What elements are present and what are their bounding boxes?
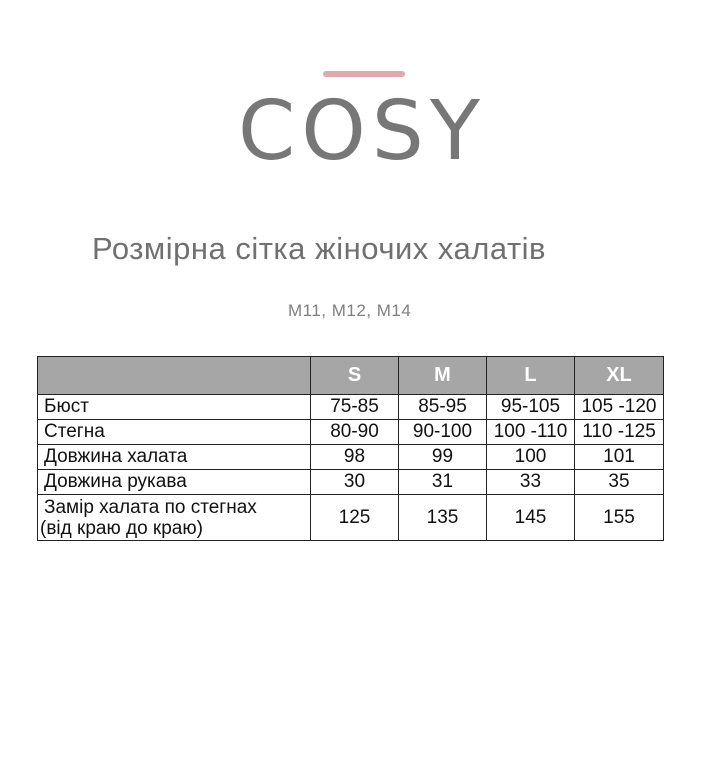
table-cell: 99: [399, 445, 487, 470]
brand-logo: COSY: [238, 84, 486, 179]
table-cell: 155: [575, 495, 664, 541]
table-header-row: [38, 357, 664, 395]
size-chart-table: [37, 356, 664, 541]
table-cell: 135: [399, 495, 487, 541]
model-codes: М11, М12, М14: [288, 301, 412, 320]
header-size-m: M: [399, 357, 487, 395]
row-label-sleeve-length: Довжина рукава: [38, 470, 311, 495]
row-label-hip-measurement: [38, 495, 311, 541]
logo-accent-bar: [323, 71, 405, 77]
table-cell: 90-100: [399, 420, 487, 445]
header-size-l: L: [487, 357, 575, 395]
table-cell: 75-85: [311, 395, 399, 420]
table-cell: 95-105: [487, 395, 575, 420]
table-cell: 33: [487, 470, 575, 495]
table-cell: 80-90: [311, 420, 399, 445]
table-cell: 101: [575, 445, 664, 470]
row-label-line: Замір халата по стегнах: [44, 496, 257, 518]
table-cell: 100 -110: [487, 420, 575, 445]
row-label-bust: Бюст: [38, 395, 311, 420]
row-label-hips: Стегна: [38, 420, 311, 445]
table-row: [38, 395, 664, 420]
table-cell: 100: [487, 445, 575, 470]
table-cell: 105 -120: [575, 395, 664, 420]
table-cell: 98: [311, 445, 399, 470]
table-row: [38, 470, 664, 495]
header-size-xl: XL: [575, 357, 664, 395]
table-cell: 30: [311, 470, 399, 495]
row-label-line: (від краю до краю): [40, 517, 203, 539]
table-cell: 125: [311, 495, 399, 541]
header-size-s: S: [311, 357, 399, 395]
table-row: [38, 420, 664, 445]
row-label-robe-length: Довжина халата: [38, 445, 311, 470]
header-empty-cell: [38, 357, 311, 395]
table-row: [38, 445, 664, 470]
table-cell: 110 -125: [575, 420, 664, 445]
page-title: Розмірна сітка жіночих халатів: [92, 231, 546, 266]
table-cell: 145: [487, 495, 575, 541]
table-cell: 31: [399, 470, 487, 495]
table-cell: 35: [575, 470, 664, 495]
table-cell: 85-95: [399, 395, 487, 420]
table-row: [38, 495, 664, 541]
